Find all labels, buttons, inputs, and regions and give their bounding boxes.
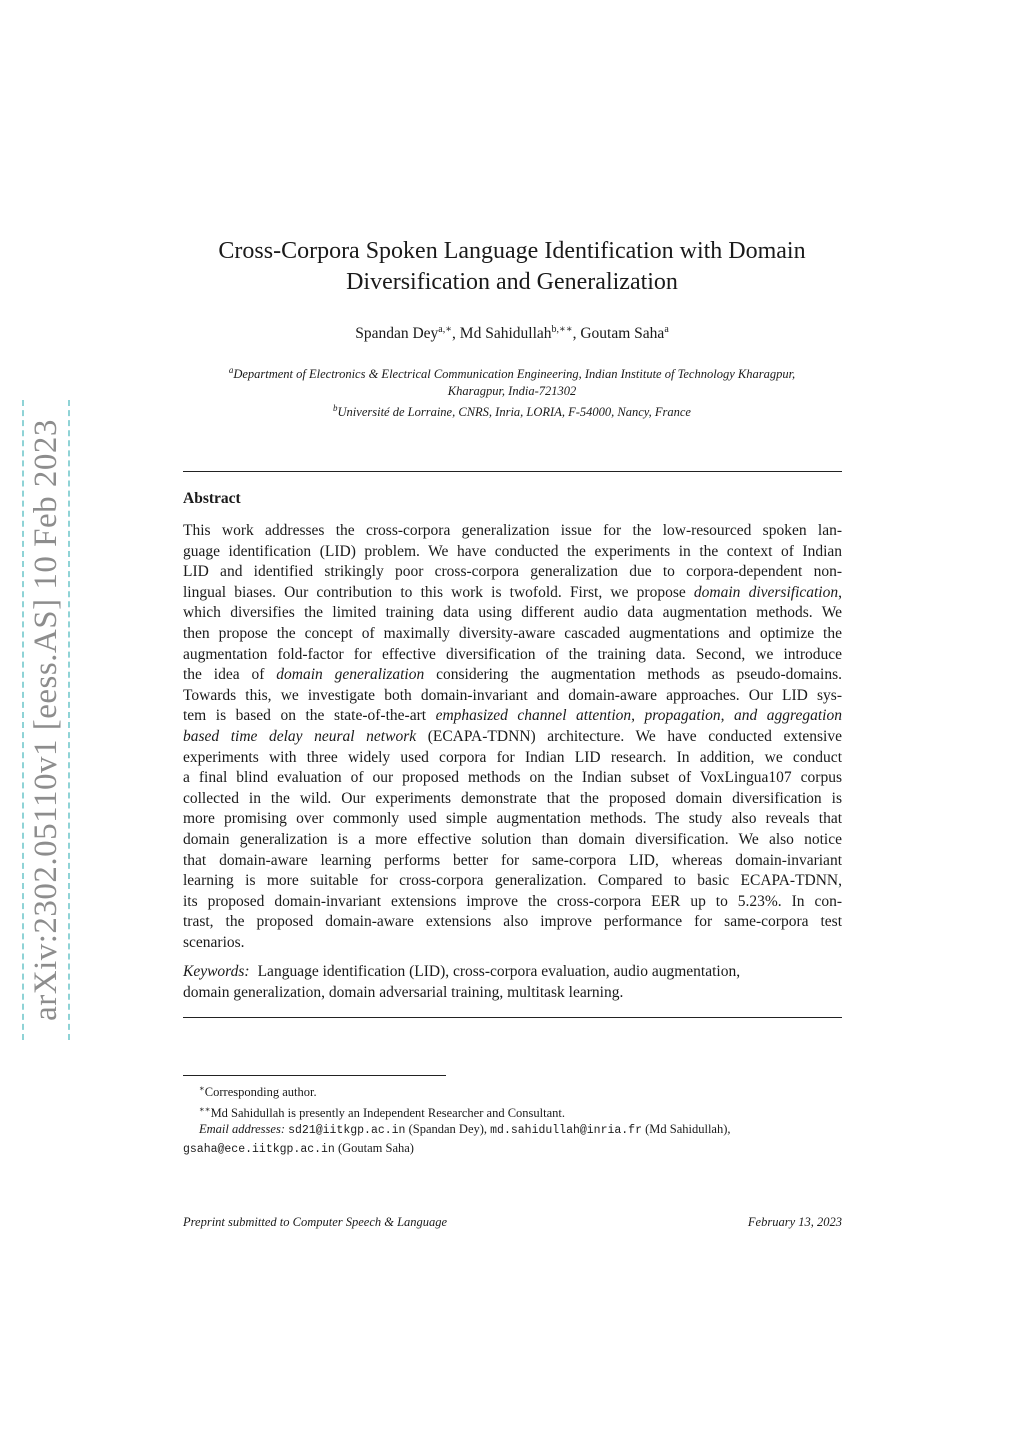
abstract-line: experiments with three widely used corpora for Indian LID research. In addition, we conduct bbox=[183, 748, 842, 766]
author-name: Goutam Saha bbox=[580, 325, 665, 343]
affiliation-a: $^a$Department of Electronics & Electrical Communication Engineering, Indian Institute of Technology Kharagpur, bbox=[228, 365, 796, 382]
keywords-line-1: Keywords: Language identification (LID), cross-corpora evaluation, audio augmentation, bbox=[183, 963, 741, 980]
author-affiliation-marker: a,∗ bbox=[438, 324, 453, 335]
email-link-dey[interactable]: sd21@iitkgp.ac.in bbox=[288, 1124, 406, 1138]
footnote-independent-researcher: ∗∗Md Sahidullah is presently an Independent Researcher and Consultant. bbox=[199, 1103, 565, 1120]
emphasis-domain-diversification: domain diversification bbox=[693, 583, 839, 601]
abstract-bottom-rule bbox=[183, 1017, 842, 1018]
footnote-email-continued: gsaha@ece.iitkgp.ac.in (Goutam Saha) bbox=[183, 1140, 414, 1156]
abstract-line: based time delay neural network (ECAPA-TDNN) architecture. We have conducted extensive bbox=[183, 727, 842, 745]
abstract-line: collected in the wild. Our experiments demonstrate that the proposed domain diversification is bbox=[183, 789, 842, 807]
abstract-line: the idea of domain generalization considering the augmentation methods as pseudo-domains. bbox=[183, 666, 843, 684]
title-line-1: Cross-Corpora Spoken Language Identification with Domain bbox=[218, 238, 806, 264]
author-affiliation-marker: a bbox=[664, 324, 669, 335]
author-affiliation-marker: b,∗∗ bbox=[551, 324, 573, 335]
emphasis-tdnn: based time delay neural network bbox=[183, 727, 417, 745]
abstract-top-rule bbox=[183, 471, 842, 472]
abstract-body bbox=[183, 521, 842, 953]
abstract-line: This work addresses the cross-corpora generalization issue for the low-resourced spoken lan- bbox=[183, 522, 842, 539]
abstract-line: tem is based on the state-of-the-art emphasized channel attention, propagation, and aggregation bbox=[183, 707, 842, 725]
footnote-corresponding-author: ∗Corresponding author. bbox=[199, 1083, 317, 1100]
abstract-line: scenarios. bbox=[183, 933, 245, 951]
footer-submission-note: Preprint submitted to Computer Speech & Language bbox=[183, 1215, 448, 1229]
abstract-line: Towards this, we investigate both domain-invariant and domain-aware approaches. Our LID sys- bbox=[183, 686, 842, 704]
abstract-line: its proposed domain-invariant extensions improve the cross-corpora EER up to 5.23%. In con- bbox=[183, 892, 842, 910]
footnotes bbox=[183, 1080, 842, 1158]
paper-title bbox=[160, 236, 864, 298]
abstract-line: domain generalization is a more effective solution than domain diversification. We also notice bbox=[183, 830, 842, 848]
keywords-label: Keywords: bbox=[183, 963, 250, 980]
email-link-saha[interactable]: gsaha@ece.iitkgp.ac.in bbox=[183, 1142, 335, 1156]
emphasis-domain-generalization: domain generalization bbox=[276, 666, 425, 684]
abstract-line: which diversifies the limited training data using different audio data augmentation methods. We bbox=[183, 604, 842, 622]
footnote-email-addresses: Email addresses: sd21@iitkgp.ac.in (Spandan Dey), md.sahidullah@inria.fr (Md Sahidullah), bbox=[199, 1122, 731, 1138]
affiliation-a-continued: Kharagpur, India-721302 bbox=[447, 384, 577, 399]
abstract-heading: Abstract bbox=[183, 490, 241, 507]
abstract-line: guage identification (LID) problem. We have conducted the experiments in the context of Indian bbox=[183, 542, 842, 560]
affiliation-b: $^b$Université de Lorraine, CNRS, Inria, LORIA, F-54000, Nancy, France bbox=[333, 403, 691, 420]
abstract-line: a final blind evaluation of our proposed methods on the Indian subset of VoxLingua107 corpus bbox=[183, 769, 842, 787]
emphasis-ecapa: emphasized channel attention, propagation, and aggregation bbox=[435, 707, 842, 725]
email-label: Email addresses: bbox=[199, 1122, 285, 1137]
affiliations bbox=[160, 362, 864, 421]
footer-date: February 13, 2023 bbox=[747, 1215, 842, 1229]
abstract-line: then propose the concept of maximally diversity-aware cascaded augmentations and optimize the bbox=[183, 624, 842, 642]
title-line-2: Diversification and Generalization bbox=[346, 269, 678, 295]
keywords bbox=[183, 961, 842, 1003]
author-list: Spandan Dey$^{a,∗}$, Md Sahidullah$^{b,∗∗}$, Goutam Saha$^a$ bbox=[355, 324, 669, 343]
email-link-sahidullah[interactable]: md.sahidullah@inria.fr bbox=[490, 1124, 642, 1138]
footnote-rule bbox=[183, 1075, 446, 1076]
abstract-line: that domain-aware learning performs better for same-corpora LID, whereas domain-invariant bbox=[183, 851, 842, 869]
abstract-line: augmentation fold-factor for effective diversification of the training data. Second, we introduce bbox=[183, 645, 842, 663]
abstract-line: lingual biases. Our contribution to this work is twofold. First, we propose domain diversification, bbox=[183, 583, 842, 601]
abstract-line: LID and identified strikingly poor cross-corpora generalization due to corpora-dependent non- bbox=[183, 563, 842, 581]
abstract-line: more promising over commonly used simple augmentation methods. The study also reveals that bbox=[183, 810, 842, 828]
abstract-line: trast, the proposed domain-aware extensions also improve performance for same-corpora test bbox=[183, 913, 842, 931]
arxiv-identifier-stamp bbox=[22, 400, 70, 1040]
author-name: Md Sahidullah bbox=[459, 325, 552, 343]
keywords-line-2: domain generalization, domain adversarial training, multitask learning. bbox=[183, 984, 624, 1001]
author-name: Spandan Dey bbox=[355, 325, 439, 343]
page-footer bbox=[183, 1215, 842, 1230]
arxiv-identifier-text: arXiv:2302.05110v1 [eess.AS] 10 Feb 2023 bbox=[27, 419, 64, 1021]
abstract-line: learning is more suitable for cross-corpora generalization. Compared to basic ECAPA-TDNN, bbox=[183, 872, 842, 890]
